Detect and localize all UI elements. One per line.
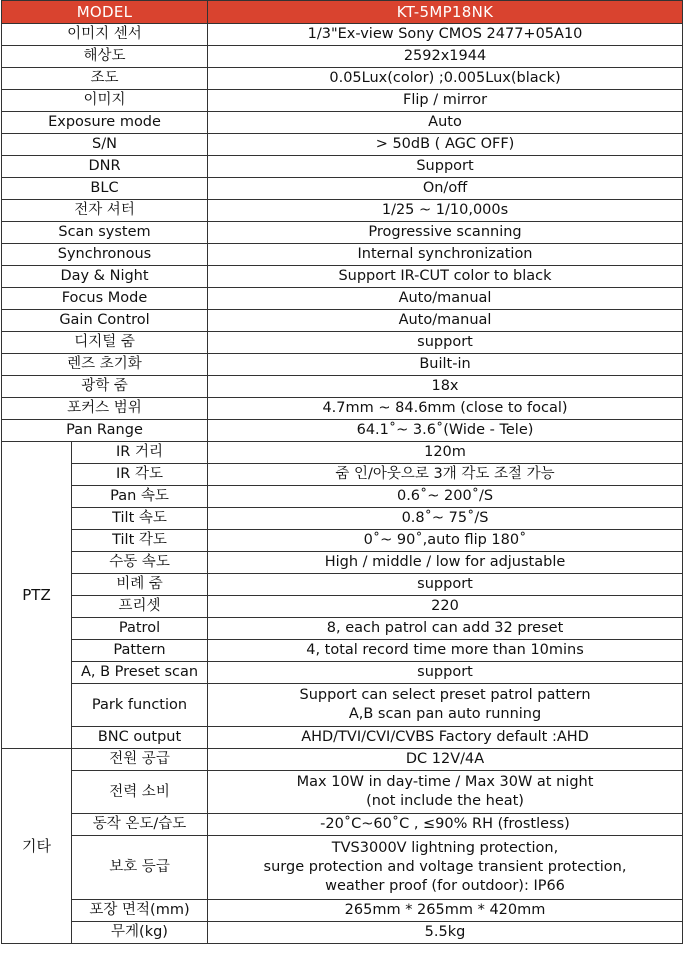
header-row [2,1,683,24]
spec-row [2,662,683,684]
spec-row [2,420,683,442]
spec-label: 해상도 [2,46,208,68]
spec-label: S/N [2,134,208,156]
spec-value: 4, total record time more than 10mins [208,640,683,662]
spec-value: Progressive scanning [208,222,683,244]
spec-row [2,727,683,749]
spec-row [2,922,683,944]
spec-label: Tilt 속도 [72,508,208,530]
spec-value: support [208,332,683,354]
spec-label: 전자 셔터 [2,200,208,222]
spec-label: 조도 [2,68,208,90]
spec-row [2,771,683,814]
spec-value-line: Support can select preset patrol pattern [299,687,591,703]
spec-row [2,376,683,398]
spec-value: 1/3"Ex-view Sony CMOS 2477+05A10 [208,24,683,46]
spec-label: Synchronous [2,244,208,266]
spec-value: 줌 인/아웃으로 3개 각도 조절 가능 [208,464,683,486]
spec-label: Exposure mode [2,112,208,134]
spec-value: Auto [208,112,683,134]
spec-value: 8, each patrol can add 32 preset [208,618,683,640]
spec-value: 1/25 ~ 1/10,000s [208,200,683,222]
spec-label: IR 각도 [72,464,208,486]
spec-value-line: (not include the heat) [366,793,524,809]
spec-row [2,398,683,420]
spec-row [2,90,683,112]
spec-row [2,244,683,266]
spec-value: 265mm * 265mm * 420mm [208,900,683,922]
spec-label: Pan Range [2,420,208,442]
spec-value-line: weather proof (for outdoor): IP66 [325,878,565,894]
spec-label: IR 거리 [72,442,208,464]
spec-label: 프리셋 [72,596,208,618]
spec-row [2,486,683,508]
spec-value: 0.05Lux(color) ;0.005Lux(black) [208,68,683,90]
spec-label: Park function [72,684,208,727]
spec-value [208,684,683,727]
spec-value: 2592x1944 [208,46,683,68]
spec-label: 무게(kg) [72,922,208,944]
spec-table [1,0,683,944]
spec-value: 220 [208,596,683,618]
spec-value: 0.6˚~ 200˚/S [208,486,683,508]
spec-row [2,552,683,574]
spec-value-line: TVS3000V lightning protection, [331,840,559,856]
spec-row [2,836,683,900]
spec-row [2,112,683,134]
spec-label: 렌즈 초기화 [2,354,208,376]
spec-value: 18x [208,376,683,398]
spec-label: Day & Night [2,266,208,288]
spec-row [2,574,683,596]
spec-value: Auto/manual [208,288,683,310]
spec-label: 전원 공급 [72,749,208,771]
spec-value: On/off [208,178,683,200]
spec-row [2,684,683,727]
spec-label: Gain Control [2,310,208,332]
spec-label: A, B Preset scan [72,662,208,684]
group-label-etc: 기타 [2,749,72,944]
spec-value: support [208,662,683,684]
spec-label: Focus Mode [2,288,208,310]
spec-value [208,836,683,900]
spec-row [2,508,683,530]
spec-value: 0.8˚~ 75˚/S [208,508,683,530]
group-label-ptz: PTZ [2,442,72,749]
spec-value: High / middle / low for adjustable [208,552,683,574]
spec-row [2,596,683,618]
spec-value: 0˚~ 90˚,auto flip 180˚ [208,530,683,552]
spec-value: DC 12V/4A [208,749,683,771]
spec-label: 비례 줌 [72,574,208,596]
spec-row [2,68,683,90]
spec-row [2,900,683,922]
spec-value: Internal synchronization [208,244,683,266]
spec-value: Support IR-CUT color to black [208,266,683,288]
spec-row [2,156,683,178]
spec-label: 포장 면적(mm) [72,900,208,922]
spec-row [2,332,683,354]
spec-label: DNR [2,156,208,178]
spec-value: 120m [208,442,683,464]
spec-label: 디지털 줌 [2,332,208,354]
spec-row [2,618,683,640]
spec-label: 광학 줌 [2,376,208,398]
spec-row [2,814,683,836]
spec-label: Tilt 각도 [72,530,208,552]
spec-value: Auto/manual [208,310,683,332]
spec-row [2,354,683,376]
spec-label: BNC output [72,727,208,749]
spec-label: Pan 속도 [72,486,208,508]
spec-value: 64.1˚~ 3.6˚(Wide - Tele) [208,420,683,442]
spec-value: Built-in [208,354,683,376]
spec-row [2,134,683,156]
spec-value: 5.5kg [208,922,683,944]
header-value: KT-5MP18NK [208,1,683,24]
spec-row [2,178,683,200]
spec-row [2,266,683,288]
spec-row [2,288,683,310]
spec-label: Scan system [2,222,208,244]
spec-row [2,222,683,244]
spec-value: support [208,574,683,596]
spec-value-line: surge protection and voltage transient protection, [263,859,627,875]
spec-label: 동작 온도/습도 [72,814,208,836]
spec-row [2,749,683,771]
spec-label: BLC [2,178,208,200]
spec-label: 포커스 범위 [2,398,208,420]
spec-row [2,640,683,662]
spec-value: Flip / mirror [208,90,683,112]
spec-row [2,200,683,222]
spec-row [2,442,683,464]
spec-value-line: Max 10W in day-time / Max 30W at night [296,774,594,790]
spec-row [2,464,683,486]
spec-row [2,24,683,46]
spec-value: Support [208,156,683,178]
spec-label: 수동 속도 [72,552,208,574]
spec-label: 전력 소비 [72,771,208,814]
header-label: MODEL [2,1,208,24]
spec-label: Pattern [72,640,208,662]
spec-value-line: A,B scan pan auto running [348,706,542,722]
spec-value: > 50dB ( AGC OFF) [208,134,683,156]
spec-row [2,46,683,68]
spec-value: 4.7mm ~ 84.6mm (close to focal) [208,398,683,420]
spec-label: 보호 등급 [72,836,208,900]
spec-label: 이미지 센서 [2,24,208,46]
spec-row [2,530,683,552]
spec-value: AHD/TVI/CVI/CVBS Factory default :AHD [208,727,683,749]
spec-value [208,771,683,814]
spec-label: Patrol [72,618,208,640]
spec-row [2,310,683,332]
spec-value: -20˚C~60˚C , ≤90% RH (frostless) [208,814,683,836]
spec-label: 이미지 [2,90,208,112]
